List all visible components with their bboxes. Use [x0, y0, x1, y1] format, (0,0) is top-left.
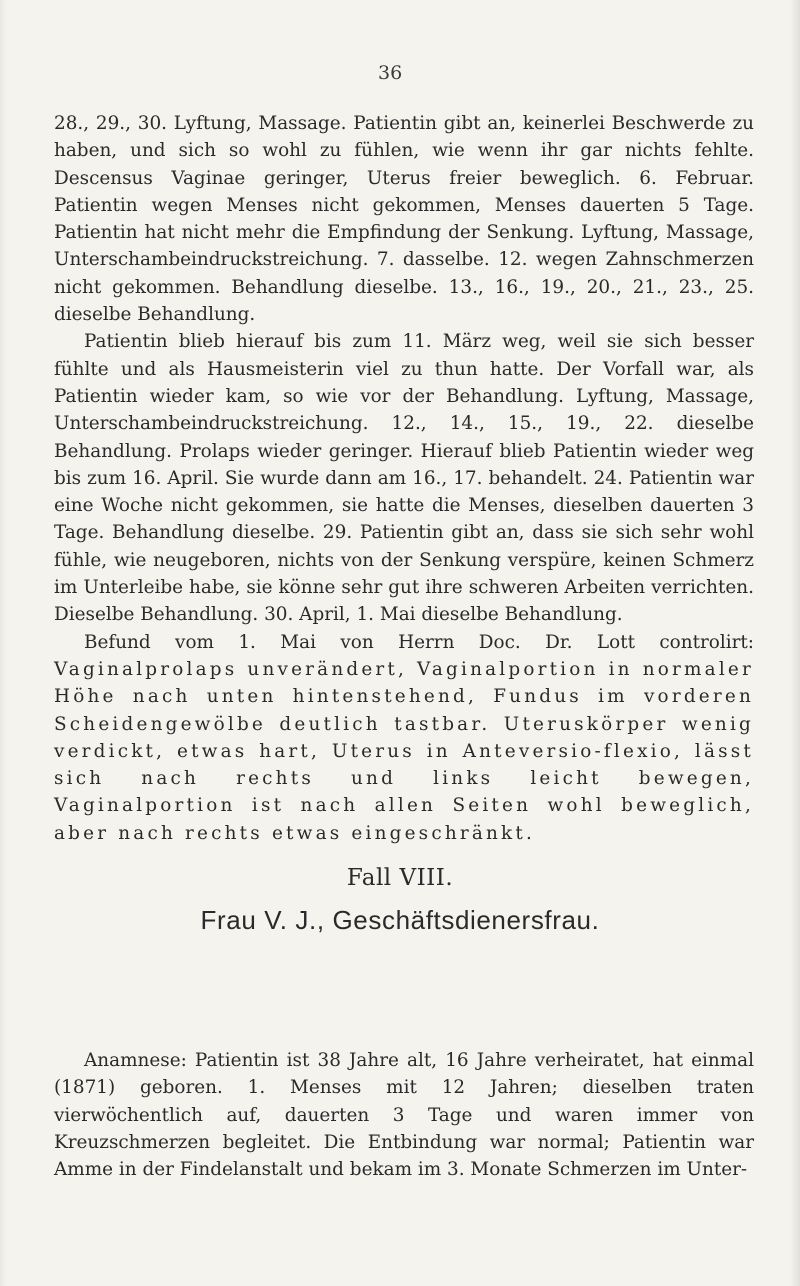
case-patient-heading: Frau V. J., Geschäftsdienersfrau.: [200, 905, 600, 935]
findings-spaced-text: Vaginalprolaps unverändert, Vaginalportion in normaler Höhe nach unten hintenstehend, Fundus im vorderen Scheidengewölbe deutlich tastbar. Uteruskörper wenig verdickt, etwas hart, Uterus in Anteversio-flexio, lässt sich nach rechts und links leicht bewegen, Vaginalportion ist nach allen Seiten wohl beweglich, aber nach rechts etwas eingeschränkt.: [54, 658, 754, 844]
case-viii-anamnese: [54, 1047, 754, 1183]
page-gutter-shadow: [0, 0, 6, 1286]
page-number: 36: [378, 62, 403, 84]
paragraph-anamnese: Anamnese: Patientin ist 38 Jahre alt, 16 Jahre verheiratet, hat einmal (1871) geboren. 1. Menses mit 12 Jahren; dieselben traten vierwöchentlich auf, dauerten 3 Tage und waren immer von Kreuzschmerzen begleitet. Die Entbindung war normal; Patientin war Amme in der Findelanstalt und bekam im 3. Monate Schmerzen im Unter-: [54, 1050, 754, 1181]
case-heading: Fall VIII.: [346, 865, 454, 891]
paragraph-treatment-log: 28., 29., 30. Lyftung, Massage. Patientin gibt an, keinerlei Beschwerde zu haben, und sich so wohl zu fühlen, wie wenn ihr gar nichts fehlte. Descensus Vaginae geringer, Uterus freier beweglich. 6. Februar. Patientin wegen Menses nicht gekommen, Menses dauerten 5 Tage. Patientin hat nicht mehr die Empfindung der Senkung. Lyftung, Massage, Unterschambeindruckstreichung. 7. dasselbe. 12. wegen Zahnschmerzen nicht gekommen. Behandlung dieselbe. 13., 16., 19., 20., 21., 23., 25. dieselbe Behandlung.: [54, 113, 754, 326]
paragraph-findings: [54, 629, 754, 847]
findings-intro: Befund vom 1. Mai von Herrn Doc. Dr. Lott controlirt:: [84, 631, 754, 653]
page-edge-shadow: [790, 0, 800, 1286]
case-vii-continuation: [54, 110, 754, 847]
paragraph-treatment-followup: Patientin blieb hierauf bis zum 11. März weg, weil sie sich besser fühlte und als Hausmeisterin viel zu thun hatte. Der Vorfall war, als Patientin wieder kam, so wie vor der Behandlung. Lyftung, Massage, Unterschambeindruckstreichung. 12., 14., 15., 19., 22. dieselbe Behandlung. Prolaps wieder geringer. Hierauf blieb Patientin wieder weg bis zum 16. April. Sie wurde dann am 16., 17. behandelt. 24. Patientin war eine Woche nicht gekommen, sie hatte die Menses, dieselben dauerten 3 Tage. Behandlung dieselbe. 29. Patientin gibt an, dass sie sich sehr wohl fühle, wie neugeboren, nichts von der Senkung verspüre, keinen Schmerz im Unterleibe habe, sie könne sehr gut ihre schweren Arbeiten verrichten. Dieselbe Behandlung. 30. April, 1. Mai dieselbe Behandlung.: [54, 331, 754, 626]
